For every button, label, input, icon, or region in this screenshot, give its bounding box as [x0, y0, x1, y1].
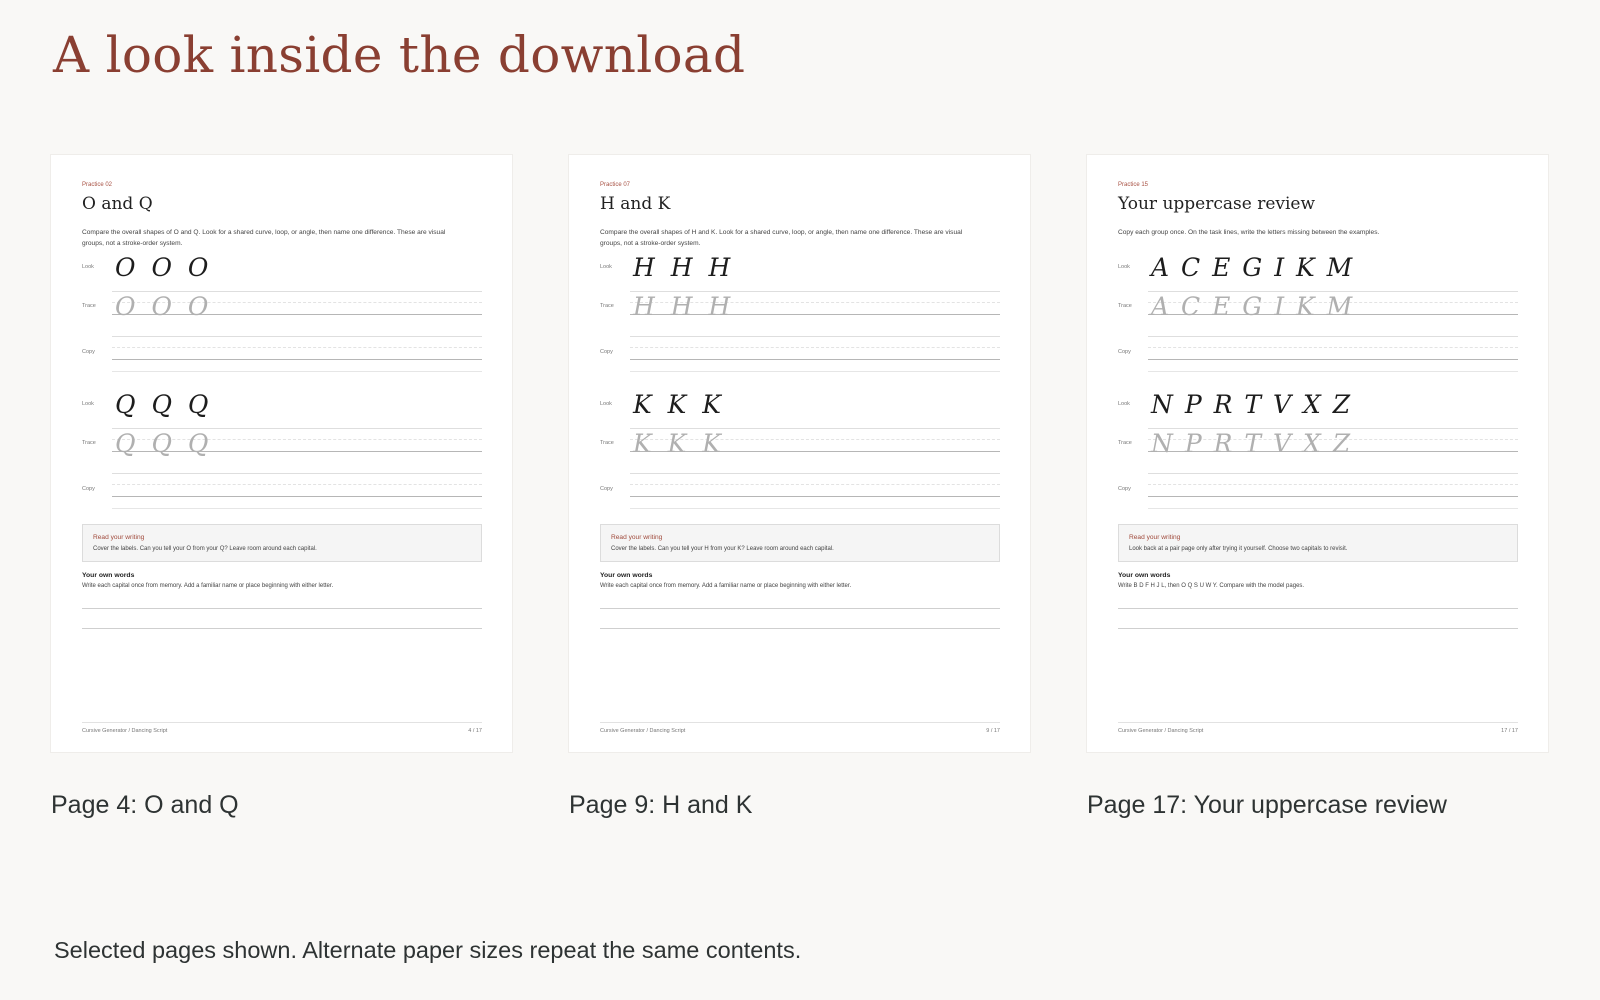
- own-words-text: Write each capital once from memory. Add a familiar name or place beginning with either letter.: [82, 583, 334, 589]
- model-letters: K K K: [633, 390, 725, 419]
- page-footer-source: Cursive Generator / Dancing Script: [1118, 728, 1204, 734]
- copy-label: Copy: [1118, 349, 1131, 355]
- writing-line: [82, 608, 482, 609]
- footnote: Selected pages shown. Alternate paper sizes repeat the same contents.: [54, 937, 802, 963]
- read-your-writing-title: Read your writing: [93, 534, 145, 541]
- own-words-title: Your own words: [82, 572, 135, 579]
- trace-letters: H H H: [633, 292, 735, 321]
- practice-number: Practice 07: [600, 182, 631, 188]
- read-your-writing-title: Read your writing: [611, 534, 663, 541]
- worksheet-intro: Compare the overall shapes of H and K. Look for a shared curve, loop, or angle, then name one difference. These are visual groups, not a stroke-order system.: [600, 229, 963, 247]
- model-letters: O O O: [115, 253, 213, 282]
- worksheet-title: Your uppercase review: [1118, 194, 1316, 214]
- page-thumbnail: [1087, 155, 1548, 752]
- read-your-writing-box: [1118, 524, 1518, 562]
- worksheet-intro: Compare the overall shapes of O and Q. Look for a shared curve, loop, or angle, then name one difference. These are visual groups, not a stroke-order system.: [82, 229, 446, 247]
- model-letters: Q Q Q: [115, 390, 213, 419]
- look-label: Look: [600, 401, 612, 407]
- trace-label: Trace: [600, 303, 614, 309]
- own-words-text: Write B D F H J L, then O Q S U W Y. Compare with the model pages.: [1118, 583, 1305, 589]
- page-caption: Page 17: Your uppercase review: [1087, 791, 1447, 819]
- trace-letters: A C E G I K M: [1151, 292, 1355, 321]
- look-label: Look: [82, 401, 94, 407]
- trace-label: Trace: [82, 440, 96, 446]
- copy-label: Copy: [600, 349, 613, 355]
- section-heading: A look inside the download: [53, 26, 746, 84]
- worksheet: [82, 182, 482, 742]
- worksheet: [600, 182, 1000, 742]
- page-footer-source: Cursive Generator / Dancing Script: [82, 728, 168, 734]
- practice-number: Practice 15: [1118, 182, 1149, 188]
- worksheet-title: H and K: [600, 194, 671, 214]
- read-your-writing-title: Read your writing: [1129, 534, 1181, 541]
- preview-card-page-4: [51, 155, 512, 819]
- writing-line: [82, 628, 482, 629]
- trace-letters: N P R T V X Z: [1151, 429, 1353, 458]
- own-words-title: Your own words: [1118, 572, 1171, 579]
- worksheet: [1118, 182, 1518, 742]
- look-label: Look: [1118, 264, 1130, 270]
- copy-label: Copy: [1118, 486, 1131, 492]
- trace-letters: Q Q Q: [115, 429, 213, 458]
- model-letters: N P R T V X Z: [1151, 390, 1353, 419]
- trace-letters: K K K: [633, 429, 725, 458]
- footer-rule: [82, 722, 482, 723]
- model-letters: A C E G I K M: [1151, 253, 1355, 282]
- footer-rule: [1118, 722, 1518, 723]
- trace-label: Trace: [1118, 440, 1132, 446]
- read-your-writing-text: Cover the labels. Can you tell your H from your K? Leave room around each capital.: [611, 546, 834, 552]
- copy-label: Copy: [82, 486, 95, 492]
- trace-label: Trace: [1118, 303, 1132, 309]
- model-letters: H H H: [633, 253, 735, 282]
- page-thumbnail: [51, 155, 512, 752]
- page-previews: [51, 155, 1551, 825]
- writing-line: [1118, 628, 1518, 629]
- page-footer-number: 9 / 17: [986, 728, 1000, 734]
- writing-line: [600, 628, 1000, 629]
- trace-label: Trace: [600, 440, 614, 446]
- read-your-writing-text: Look back at a pair page only after trying it yourself. Choose two capitals to revisit.: [1129, 546, 1348, 552]
- page-footer-source: Cursive Generator / Dancing Script: [600, 728, 686, 734]
- footer-rule: [600, 722, 1000, 723]
- writing-line: [600, 608, 1000, 609]
- trace-label: Trace: [82, 303, 96, 309]
- read-your-writing-box: [600, 524, 1000, 562]
- copy-label: Copy: [82, 349, 95, 355]
- worksheet-title: O and Q: [82, 194, 153, 214]
- writing-line: [1118, 608, 1518, 609]
- preview-card-page-17: [1087, 155, 1548, 819]
- practice-number: Practice 02: [82, 182, 113, 188]
- page-thumbnail: [569, 155, 1030, 752]
- copy-label: Copy: [600, 486, 613, 492]
- look-label: Look: [600, 264, 612, 270]
- page-caption: Page 9: H and K: [569, 791, 753, 819]
- look-label: Look: [82, 264, 94, 270]
- read-your-writing-box: [82, 524, 482, 562]
- page-caption: Page 4: O and Q: [51, 791, 239, 819]
- worksheet-intro: Copy each group once. On the task lines, write the letters missing between the examples.: [1118, 229, 1380, 236]
- own-words-title: Your own words: [600, 572, 653, 579]
- preview-card-page-9: [569, 155, 1030, 819]
- read-your-writing-text: Cover the labels. Can you tell your O from your Q? Leave room around each capital.: [93, 546, 317, 552]
- page-footer-number: 17 / 17: [1501, 728, 1518, 734]
- look-label: Look: [1118, 401, 1130, 407]
- page-footer-number: 4 / 17: [468, 728, 482, 734]
- own-words-text: Write each capital once from memory. Add a familiar name or place beginning with either letter.: [600, 583, 852, 589]
- trace-letters: O O O: [115, 292, 213, 321]
